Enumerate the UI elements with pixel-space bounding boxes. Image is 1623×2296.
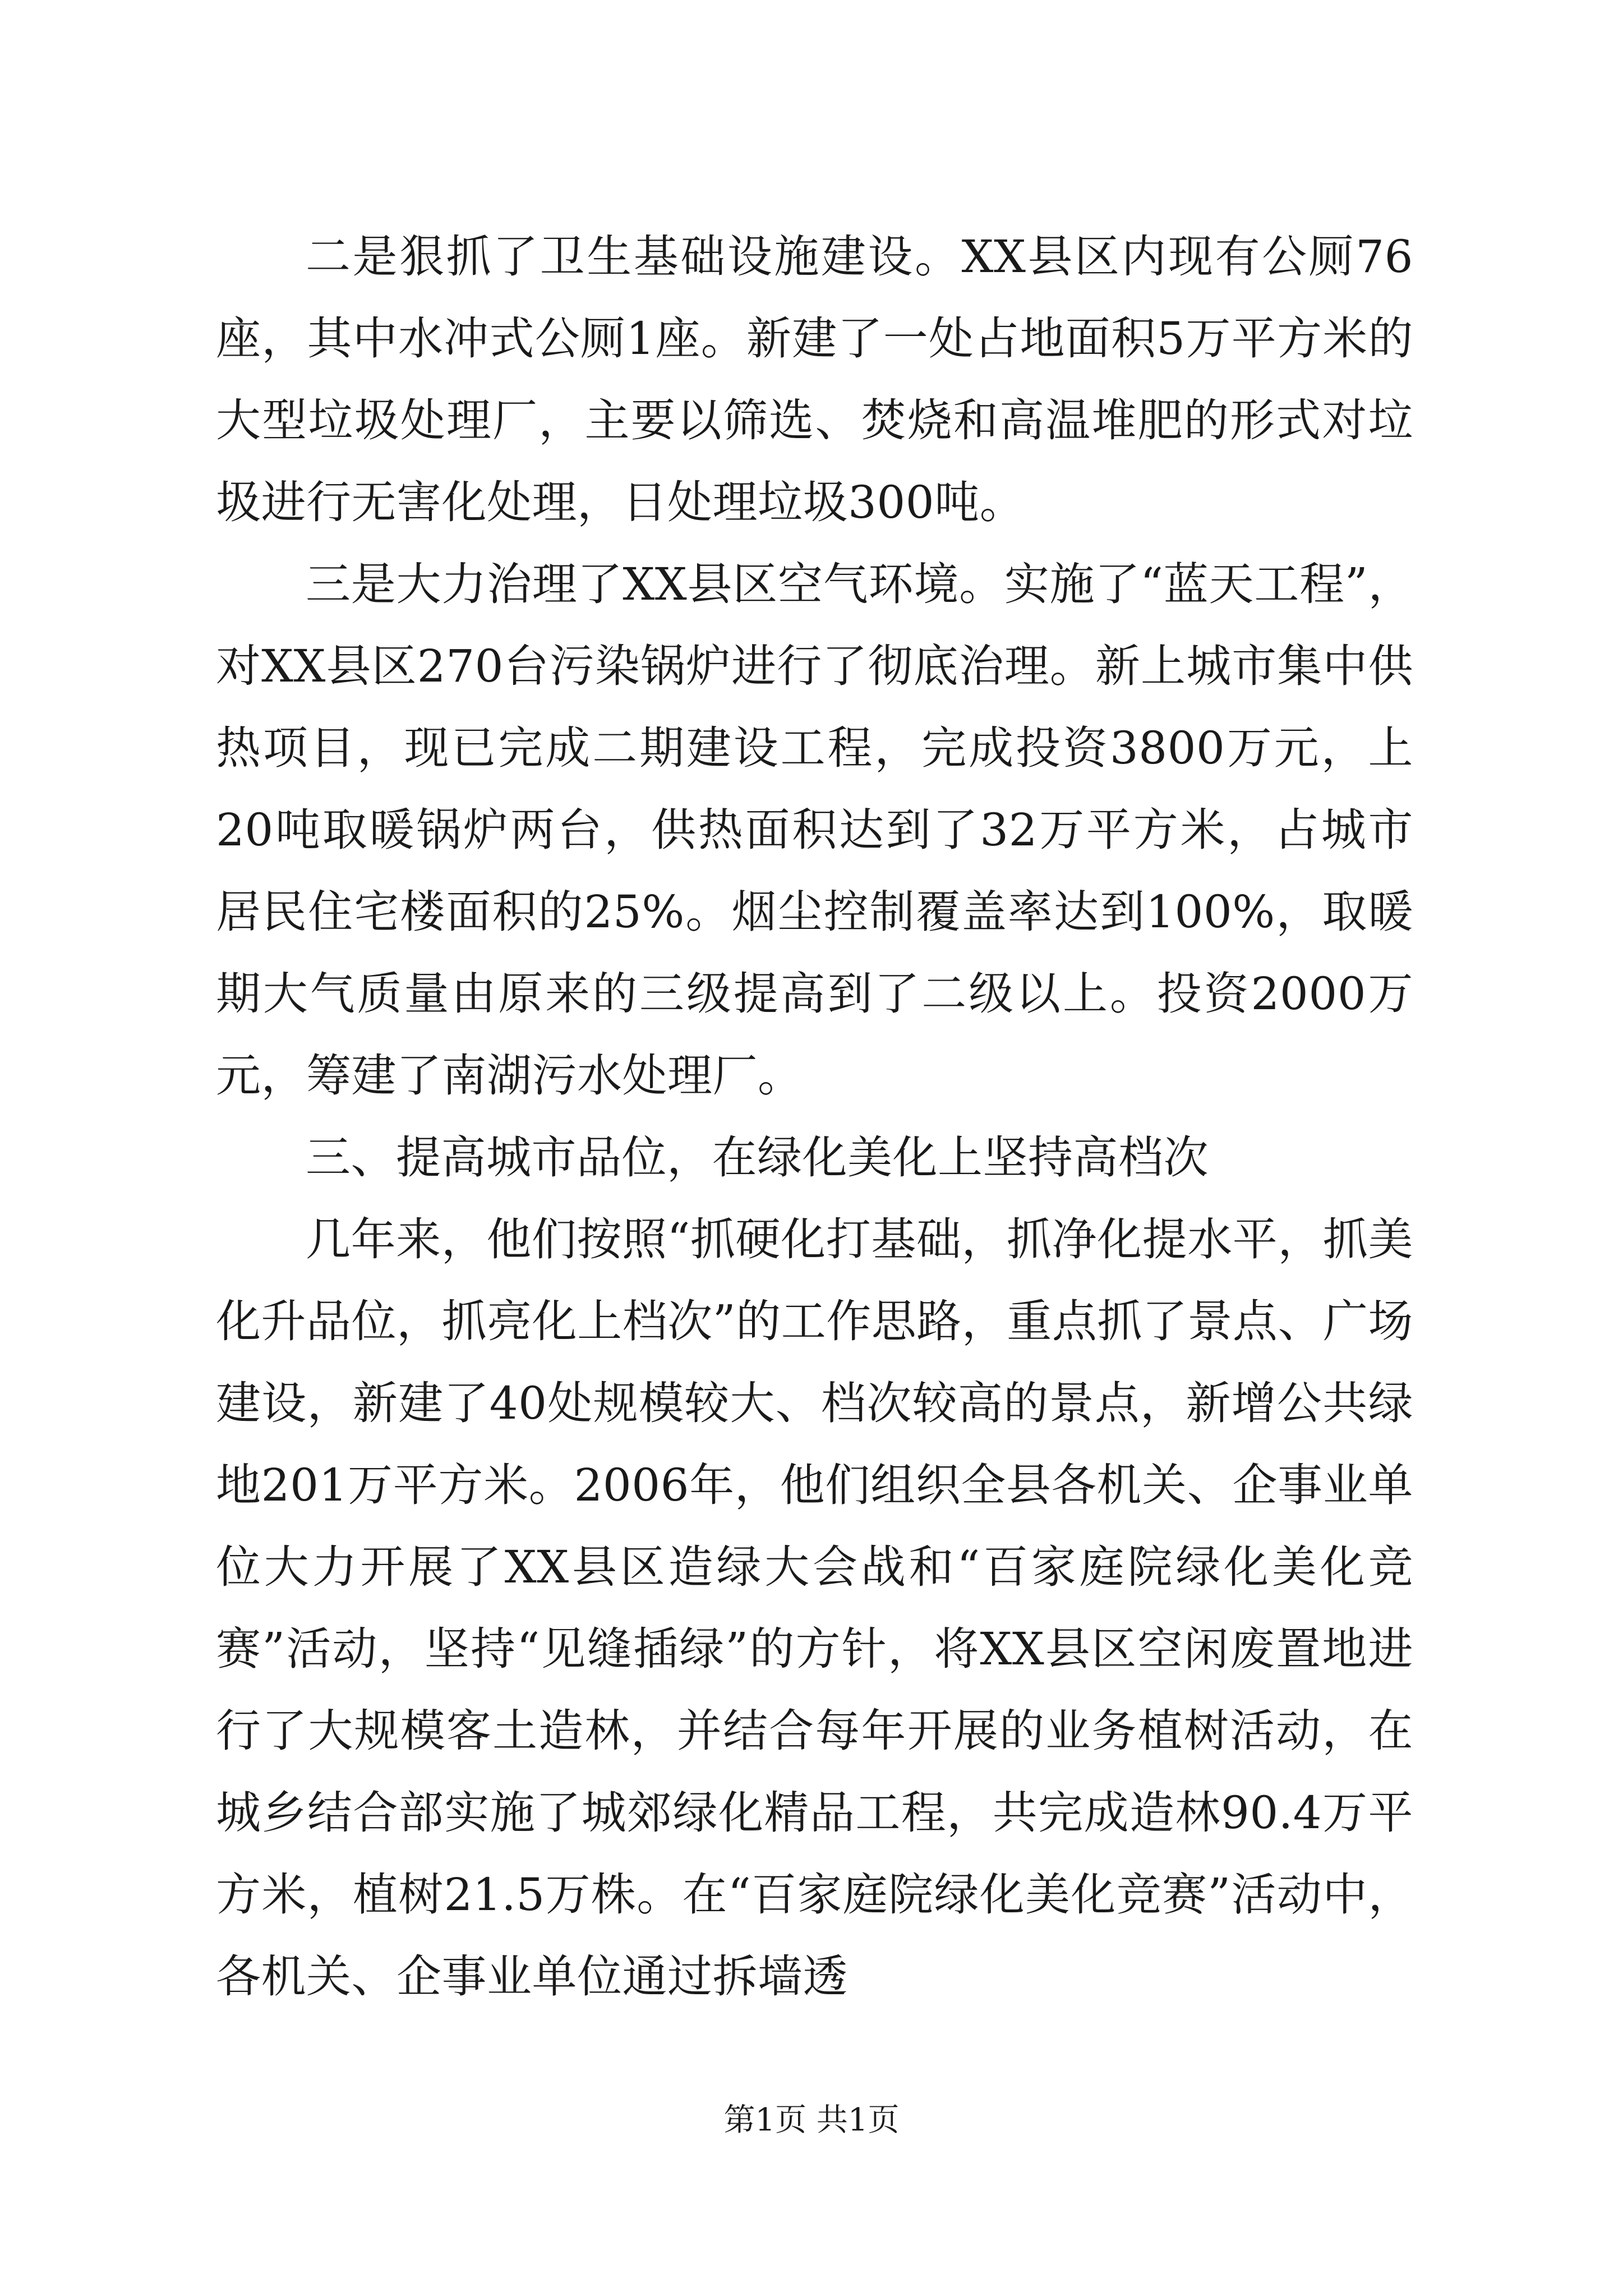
paragraph-greening-projects: 几年来，他们按照“抓硬化打基础，抓净化提水平，抓美化升品位，抓亮化上档次”的工作思路，重点抓了景点、广场建设，新建了40处规模较大、档次较高的景点，新增公共绿地201万平方米。2006年，他们组织全县各机关、企事业单位大力开展了XX县区造绿大会战和“百家庭院绿化美化竞赛”活动，坚持“见缝插绿”的方针，将XX县区空闲废置地进行了大规模客土造林，并结合每年开展的业务植树活动，在城乡结合部实施了城郊绿化精品工程，共完成造林90.4万平方米，植树21.5万株。在“百家庭院绿化美化竞赛”活动中，各机关、企事业单位通过拆墙透 xyxy=(216,1213,1413,2003)
document-body xyxy=(216,216,1413,2018)
paragraph-sanitation-infrastructure: 二是狠抓了卫生基础设施建设。XX县区内现有公厕76座，其中水冲式公厕1座。新建了一处占地面积5万平方米的大型垃圾处理厂，主要以筛选、焚烧和高温堆肥的形式对垃圾进行无害化处理，日处理垃圾300吨。 xyxy=(216,231,1413,528)
section-heading-greening: 三、提高城市品位，在绿化美化上坚持高档次 xyxy=(306,1131,1209,1184)
page-footer: 第1页 共1页 xyxy=(723,2102,900,2138)
paragraph-air-environment: 三是大力治理了XX县区空气环境。实施了“蓝天工程”，对XX县区270台污染锅炉进行了彻底治理。新上城市集中供热项目，现已完成二期建设工程，完成投资3800万元，上20吨取暖锅炉两台，供热面积达到了32万平方米，占城市居民住宅楼面积的25%。烟尘控制覆盖率达到100%，取暖期大气质量由原来的三级提高到了二级以上。投资2000万元，筹建了南湖污水处理厂。 xyxy=(216,558,1413,1102)
